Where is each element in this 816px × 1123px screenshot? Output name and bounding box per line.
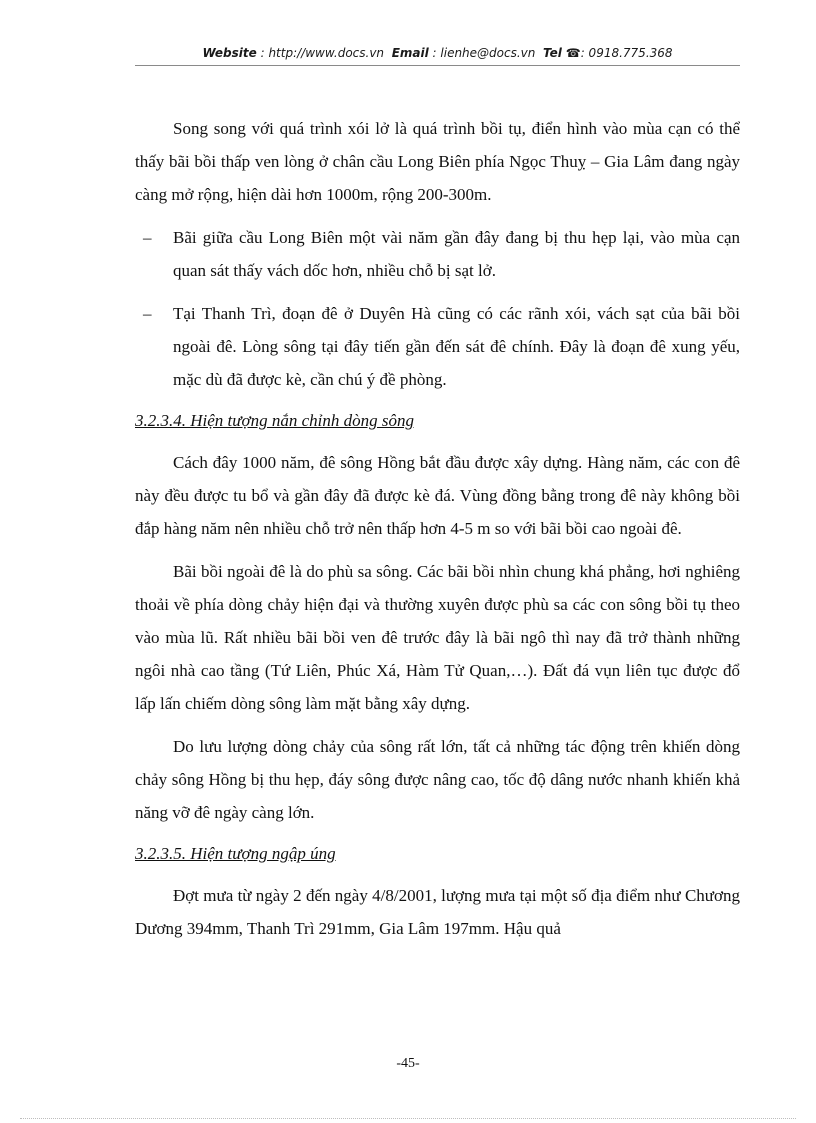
bullet-dash: – [143,228,152,247]
header-divider [135,65,740,66]
page-bottom-border [20,1118,796,1119]
bullet-text: Tại Thanh Trì, đoạn đê ở Duyên Hà cũng có các rãnh xói, vách sạt của bãi bồi ngoài đê. Lòng sông tại đây tiến gần đến sát đê chính. Đây là đoạn đê xung yếu, mặc dù đã được kè, cần chú ý đề phòng. [173,304,740,389]
paragraph: Đợt mưa từ ngày 2 đến ngày 4/8/2001, lượng mưa tại một số địa điểm như Chương Dương 394mm, Thanh Trì 291mm, Gia Lâm 197mm. Hậu quả [135,886,740,938]
email-value: : lienhe@docs.vn [432,46,536,60]
bullet-text: Bãi giữa cầu Long Biên một vài năm gần đây đang bị thu hẹp lại, vào mùa cạn quan sát thấy vách dốc hơn, nhiều chỗ bị sạt lở. [173,228,740,280]
section-heading: 3.2.3.5. Hiện tượng ngập úng [135,844,336,863]
page-body [135,112,740,955]
bullet-item [135,221,740,287]
paragraph: Do lưu lượng dòng chảy của sông rất lớn, tất cả những tác động trên khiến dòng chảy sông Hồng bị thu hẹp, đáy sông được nâng cao, tốc độ dâng nước nhanh khiến khả năng vỡ đê ngày càng lớn. [135,737,740,822]
website-value: : http://www.docs.vn [260,46,385,60]
bullet-item [135,297,740,396]
bullet-dash: – [143,304,152,323]
paragraph: Bãi bồi ngoài đê là do phù sa sông. Các bãi bồi nhìn chung khá phẳng, hơi nghiêng thoải về phía dòng chảy hiện đại và thường xuyên được phù sa các con sông bồi tụ theo vào mùa lũ. Rất nhiều bãi bồi ven đê trước đây là bãi ngô thì nay đã trở thành những ngôi nhà cao tầng (Tứ Liên, Phúc Xá, Hàm Tử Quan,…). Đất đá vụn liên tục được đổ lấp lấn chiếm dòng sông làm mặt bằng xây dựng. [135,562,740,713]
paragraph: Cách đây 1000 năm, đê sông Hồng bắt đầu được xây dựng. Hàng năm, các con đê này đều được tu bổ và gần đây đã được kè đá. Vùng đồng bằng trong đê này không bồi đắp hàng năm nên nhiều chỗ trở nên thấp hơn 4-5 m so với bãi bồi cao ngoài đê. [135,453,740,538]
website-label: Website [202,46,257,60]
section-heading: 3.2.3.4. Hiện tượng nắn chỉnh dòng sông [135,411,414,430]
paragraph-bồi-tụ: Song song với quá trình xói lở là quá trình bồi tụ, điển hình vào mùa cạn có thể thấy bãi bồi thấp ven lòng ở chân cầu Long Biên phía Ngọc Thuỵ – Gia Lâm đang ngày càng mở rộng, hiện dài hơn 1000m, rộng 200-300m. [135,119,740,204]
tel-value: : 0918.775.368 [580,46,673,60]
page-number: -45- [396,1056,420,1071]
tel-label: Tel [543,46,562,60]
page-header [135,46,740,60]
phone-icon: ☎ [565,46,581,60]
email-label: Email [391,46,429,60]
